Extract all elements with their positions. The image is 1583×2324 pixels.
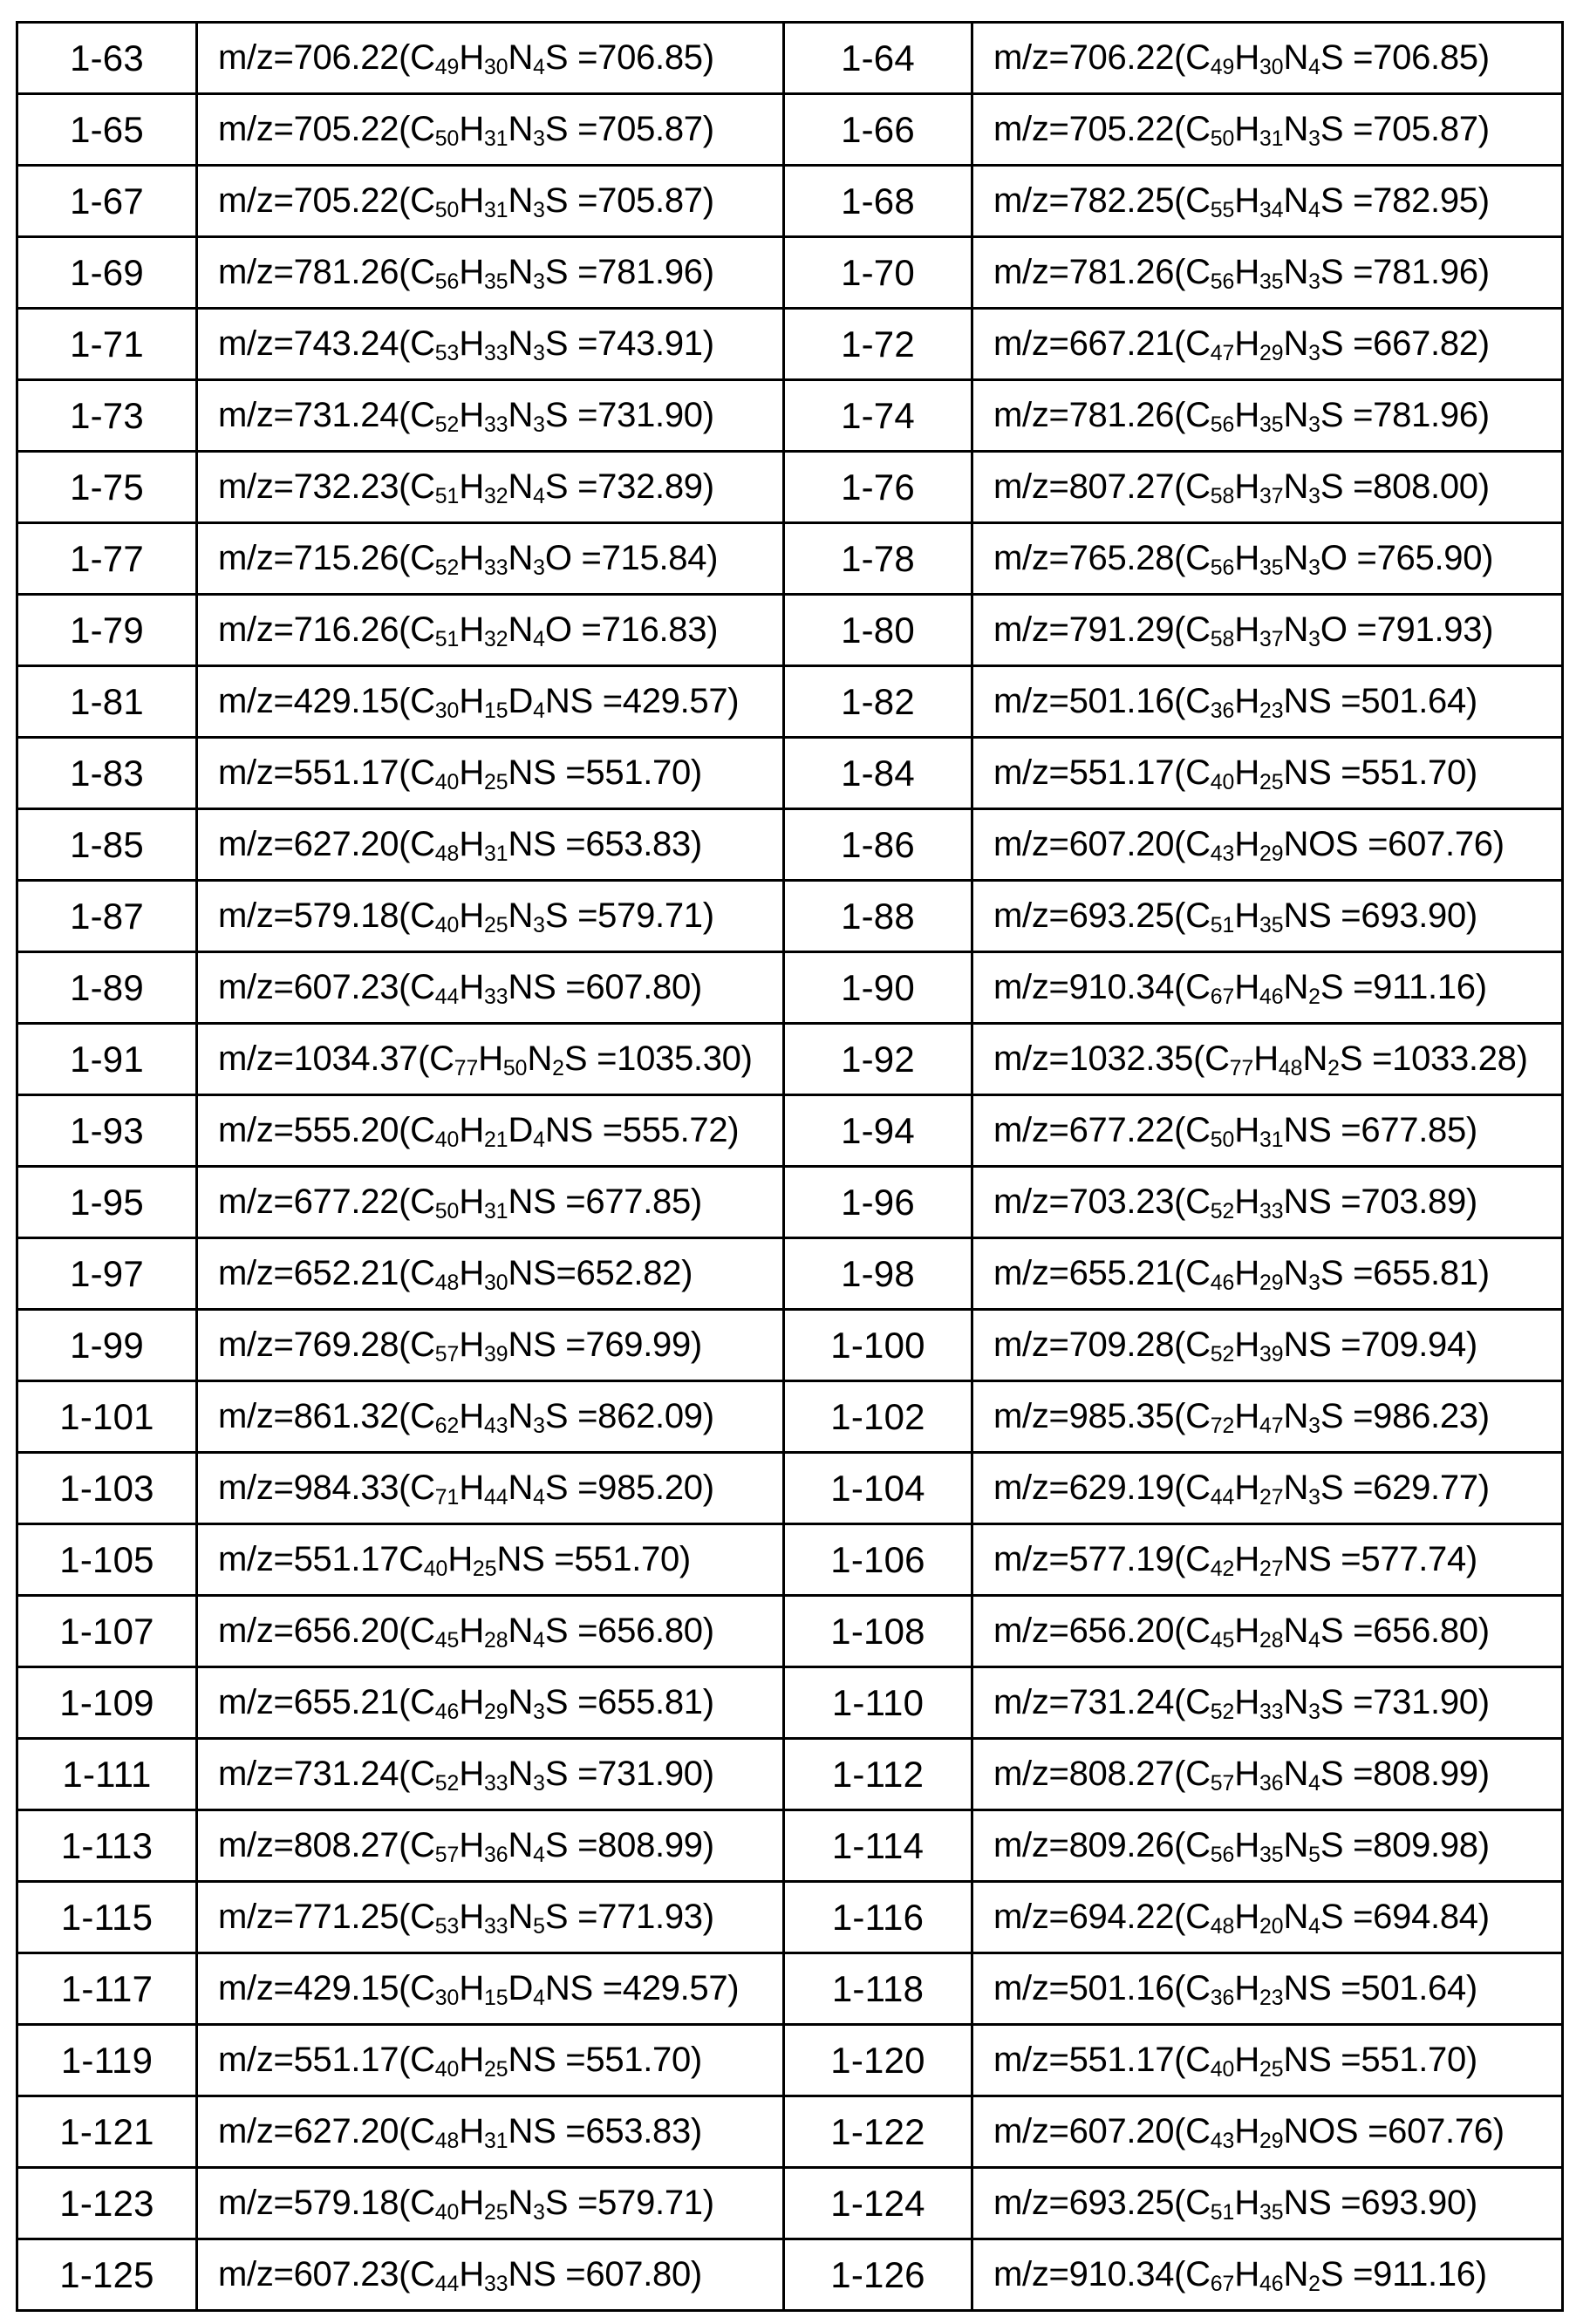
compound-id-cell: 1-110 xyxy=(784,1667,972,1739)
table-row xyxy=(17,2096,1563,2168)
compound-id-cell: 1-65 xyxy=(17,94,197,166)
mass-spec-cell: $m/z=809.26(C_{56}H_{35}N_5S =809.98)$ xyxy=(972,1810,1563,1882)
compound-id-cell: 1-83 xyxy=(17,738,197,809)
mass-spec-cell: $m/z=706.22(C_{49}H_{30}N_4S =706.85)$ xyxy=(197,23,784,94)
mass-spec-cell: $m/z=781.26(C_{56}H_{35}N_3S =781.96)$ xyxy=(197,237,784,309)
compound-id-cell: 1-95 xyxy=(17,1167,197,1238)
compound-id-cell: 1-92 xyxy=(784,1024,972,1095)
mass-spec-cell: $m/z=808.27(C_{57}H_{36}N_4S =808.99)$ xyxy=(972,1739,1563,1810)
mass-spec-cell: $m/z=551.17C_{40}H_{25}NS =551.70$) xyxy=(197,1524,784,1596)
table-row xyxy=(17,952,1563,1024)
mass-spec-cell: $m/z=577.19(C_{42}H_{27}NS =577.74)$ xyxy=(972,1524,1563,1596)
table-row xyxy=(17,1667,1563,1739)
compound-id-cell: 1-79 xyxy=(17,595,197,666)
compound-id-cell: 1-103 xyxy=(17,1453,197,1524)
mass-spec-cell: $m/z=627.20(C_{48}H_{31}NS =653.83)$ xyxy=(197,809,784,881)
table-row xyxy=(17,237,1563,309)
mass-spec-results-table xyxy=(16,21,1564,2312)
table-row xyxy=(17,1310,1563,1381)
mass-spec-cell: $m/z=607.23(C_{44}H_{33}NS =607.80)$ xyxy=(197,2239,784,2311)
mass-spec-cell: $m/z=910.34(C_{67}H_{46}N_2S =911.16)$ xyxy=(972,952,1563,1024)
compound-id-cell: 1-108 xyxy=(784,1596,972,1667)
mass-spec-cell: $m/z=791.29(C_{58}H_{37}N_3O =791.93)$ xyxy=(972,595,1563,666)
compound-id-cell: 1-84 xyxy=(784,738,972,809)
mass-spec-cell: $m/z=667.21(C_{47}H_{29}N_3S =667.82)$ xyxy=(972,309,1563,380)
mass-spec-cell: $m/z=551.17(C_{40}H_{25}NS =551.70)$ xyxy=(972,738,1563,809)
table-row xyxy=(17,1024,1563,1095)
mass-spec-cell: $m/z=716.26(C_{51}H_{32}N_4O =716.83)$ xyxy=(197,595,784,666)
compound-id-cell: 1-76 xyxy=(784,452,972,523)
table-row xyxy=(17,1453,1563,1524)
table-row xyxy=(17,1739,1563,1810)
mass-spec-cell: $m/z=985.35(C_{72}H_{47}N_3S =986.23)$ xyxy=(972,1381,1563,1453)
compound-id-cell: 1-100 xyxy=(784,1310,972,1381)
compound-id-cell: 1-102 xyxy=(784,1381,972,1453)
compound-id-cell: 1-116 xyxy=(784,1882,972,1953)
compound-id-cell: 1-123 xyxy=(17,2168,197,2239)
table-row xyxy=(17,1238,1563,1310)
compound-id-cell: 1-94 xyxy=(784,1095,972,1167)
compound-id-cell: 1-87 xyxy=(17,881,197,952)
compound-id-cell: 1-80 xyxy=(784,595,972,666)
mass-spec-cell: $m/z=656.20(C_{45}H_{28}N_4S =656.80)$ xyxy=(197,1596,784,1667)
mass-spec-cell: $m/z=705.22(C_{50}H_{31}N_3S =705.87)$ xyxy=(197,166,784,237)
mass-spec-cell: $m/z=607.20(C_{43}H_{29}NOS =607.76)$ xyxy=(972,809,1563,881)
compound-id-cell: 1-90 xyxy=(784,952,972,1024)
mass-spec-cell: $m/z=731.24(C_{52}H_{33}N_3S =731.90)$ xyxy=(197,380,784,452)
mass-spec-cell: $m/z=607.20(C_{43}H_{29}NOS =607.76)$ xyxy=(972,2096,1563,2168)
mass-spec-cell: $m/z=656.20(C_{45}H_{28}N_4S =656.80)$ xyxy=(972,1596,1563,1667)
compound-id-cell: 1-122 xyxy=(784,2096,972,2168)
compound-id-cell: 1-82 xyxy=(784,666,972,738)
mass-spec-cell: $m/z=807.27(C_{58}H_{37}N_3S =808.00)$ xyxy=(972,452,1563,523)
mass-spec-cell: $m/z=781.26(C_{56}H_{35}N_3S =781.96)$ xyxy=(972,237,1563,309)
compound-id-cell: 1-89 xyxy=(17,952,197,1024)
mass-spec-cell: $m/z=652.21(C_{48}H_{30}NS=652.82)$ xyxy=(197,1238,784,1310)
mass-spec-cell: $m/z=808.27(C_{57}H_{36}N_4S =808.99)$ xyxy=(197,1810,784,1882)
compound-id-cell: 1-81 xyxy=(17,666,197,738)
table-row xyxy=(17,523,1563,595)
mass-spec-cell: $m/z=655.21(C_{46}H_{29}N_3S =655.81)$ xyxy=(197,1667,784,1739)
compound-id-cell: 1-69 xyxy=(17,237,197,309)
table-row xyxy=(17,809,1563,881)
table-row xyxy=(17,1882,1563,1953)
compound-id-cell: 1-93 xyxy=(17,1095,197,1167)
mass-spec-cell: $m/z=1032.35(C_{77}H_{48}N_2S =1033.28)$ xyxy=(972,1024,1563,1095)
compound-id-cell: 1-124 xyxy=(784,2168,972,2239)
table-row xyxy=(17,738,1563,809)
compound-id-cell: 1-99 xyxy=(17,1310,197,1381)
compound-id-cell: 1-66 xyxy=(784,94,972,166)
compound-id-cell: 1-121 xyxy=(17,2096,197,2168)
mass-spec-cell: $m/z=706.22(C_{49}H_{30}N_4S =706.85)$ xyxy=(972,23,1563,94)
mass-spec-cell: $m/z=782.25(C_{55}H_{34}N_4S =782.95)$ xyxy=(972,166,1563,237)
compound-id-cell: 1-72 xyxy=(784,309,972,380)
mass-spec-cell: $m/z=703.23(C_{52}H_{33}NS =703.89)$ xyxy=(972,1167,1563,1238)
mass-spec-cell: $m/z=910.34(C_{67}H_{46}N_2S =911.16)$ xyxy=(972,2239,1563,2311)
mass-spec-cell: $m/z=732.23(C_{51}H_{32}N_4S =732.89)$ xyxy=(197,452,784,523)
compound-id-cell: 1-112 xyxy=(784,1739,972,1810)
mass-spec-cell: $m/z=655.21(C_{46}H_{29}N_3S =655.81)$ xyxy=(972,1238,1563,1310)
mass-spec-cell: $m/z=705.22(C_{50}H_{31}N_3S =705.87)$ xyxy=(972,94,1563,166)
compound-id-cell: 1-120 xyxy=(784,2025,972,2096)
compound-id-cell: 1-86 xyxy=(784,809,972,881)
compound-id-cell: 1-68 xyxy=(784,166,972,237)
mass-spec-cell: $m/z=771.25(C_{53}H_{33}N_5S =771.93)$ xyxy=(197,1882,784,1953)
compound-id-cell: 1-63 xyxy=(17,23,197,94)
compound-id-cell: 1-96 xyxy=(784,1167,972,1238)
mass-spec-cell: $m/z=579.18(C_{40}H_{25}N_3S =579.71)$ xyxy=(197,2168,784,2239)
compound-id-cell: 1-70 xyxy=(784,237,972,309)
table-row xyxy=(17,166,1563,237)
mass-spec-cell: $m/z=693.25(C_{51}H_{35}NS =693.90)$ xyxy=(972,2168,1563,2239)
table-row xyxy=(17,23,1563,94)
table-row xyxy=(17,94,1563,166)
mass-spec-cell: $m/z=607.23(C_{44}H_{33}NS =607.80)$ xyxy=(197,952,784,1024)
mass-spec-cell: $m/z=551.17(C_{40}H_{25}NS =551.70)$ xyxy=(197,738,784,809)
compound-id-cell: 1-77 xyxy=(17,523,197,595)
compound-id-cell: 1-75 xyxy=(17,452,197,523)
compound-id-cell: 1-109 xyxy=(17,1667,197,1739)
mass-spec-cell: $m/z=984.33(C_{71}H_{44}N_4S =985.20)$ xyxy=(197,1453,784,1524)
compound-id-cell: 1-98 xyxy=(784,1238,972,1310)
compound-id-cell: 1-104 xyxy=(784,1453,972,1524)
table-row xyxy=(17,380,1563,452)
compound-id-cell: 1-106 xyxy=(784,1524,972,1596)
compound-id-cell: 1-85 xyxy=(17,809,197,881)
table-row xyxy=(17,881,1563,952)
mass-spec-cell: $m/z=579.18(C_{40}H_{25}N_3S =579.71)$ xyxy=(197,881,784,952)
mass-spec-cell: $m/z=861.32(C_{62}H_{43}N_3S =862.09)$ xyxy=(197,1381,784,1453)
mass-spec-cell: $m/z=501.16(C_{36}H_{23}NS =501.64)$ xyxy=(972,1953,1563,2025)
compound-id-cell: 1-74 xyxy=(784,380,972,452)
compound-id-cell: 1-114 xyxy=(784,1810,972,1882)
compound-id-cell: 1-97 xyxy=(17,1238,197,1310)
compound-id-cell: 1-118 xyxy=(784,1953,972,2025)
mass-spec-cell: $m/z=693.25(C_{51}H_{35}NS =693.90)$ xyxy=(972,881,1563,952)
compound-id-cell: 1-107 xyxy=(17,1596,197,1667)
mass-spec-cell: $m/z=1034.37(C_{77}H_{50}N_2S =1035.30)$ xyxy=(197,1024,784,1095)
compound-id-cell: 1-78 xyxy=(784,523,972,595)
mass-spec-cell: $m/z=501.16(C_{36}H_{23}NS =501.64)$ xyxy=(972,666,1563,738)
mass-spec-cell: $m/z=769.28(C_{57}H_{39}NS =769.99)$ xyxy=(197,1310,784,1381)
compound-id-cell: 1-67 xyxy=(17,166,197,237)
mass-spec-cell: $m/z=677.22(C_{50}H_{31}NS =677.85)$ xyxy=(972,1095,1563,1167)
mass-spec-cell: $m/z=715.26(C_{52}H_{33}N_3O =715.84)$ xyxy=(197,523,784,595)
compound-id-cell: 1-117 xyxy=(17,1953,197,2025)
mass-spec-cell: $m/z=694.22(C_{48}H_{20}N_4S =694.84)$ xyxy=(972,1882,1563,1953)
compound-id-cell: 1-125 xyxy=(17,2239,197,2311)
compound-id-cell: 1-71 xyxy=(17,309,197,380)
compound-id-cell: 1-101 xyxy=(17,1381,197,1453)
mass-spec-cell: $m/z=627.20(C_{48}H_{31}NS =653.83)$ xyxy=(197,2096,784,2168)
table-row xyxy=(17,452,1563,523)
mass-spec-cell: $m/z=731.24(C_{52}H_{33}N_3S =731.90)$ xyxy=(197,1739,784,1810)
mass-spec-cell: $m/z=709.28(C_{52}H_{39}NS =709.94)$ xyxy=(972,1310,1563,1381)
compound-id-cell: 1-91 xyxy=(17,1024,197,1095)
mass-spec-cell: $m/z=677.22(C_{50}H_{31}NS =677.85)$ xyxy=(197,1167,784,1238)
mass-spec-cell: $m/z=743.24(C_{53}H_{33}N_3S =743.91)$ xyxy=(197,309,784,380)
table-row xyxy=(17,2025,1563,2096)
mass-spec-cell: $m/z=705.22(C_{50}H_{31}N_3S =705.87)$ xyxy=(197,94,784,166)
compound-id-cell: 1-88 xyxy=(784,881,972,952)
table-row xyxy=(17,2168,1563,2239)
table-row xyxy=(17,666,1563,738)
compound-id-cell: 1-119 xyxy=(17,2025,197,2096)
table-body xyxy=(17,23,1563,2311)
mass-spec-cell: $m/z=555.20(C_{40}H_{21}D_4NS =555.72)$ xyxy=(197,1095,784,1167)
table-row xyxy=(17,1810,1563,1882)
table-row xyxy=(17,1596,1563,1667)
mass-spec-cell: $m/z=429.15(C_{30}H_{15}D_4NS =429.57)$ xyxy=(197,666,784,738)
table-row xyxy=(17,1167,1563,1238)
table-row xyxy=(17,309,1563,380)
mass-spec-cell: $m/z=731.24(C_{52}H_{33}N_3S =731.90)$ xyxy=(972,1667,1563,1739)
compound-id-cell: 1-64 xyxy=(784,23,972,94)
compound-id-cell: 1-115 xyxy=(17,1882,197,1953)
mass-spec-cell: $m/z=429.15(C_{30}H_{15}D_4NS =429.57)$ xyxy=(197,1953,784,2025)
table-row xyxy=(17,1524,1563,1596)
mass-spec-cell: $m/z=551.17(C_{40}H_{25}NS =551.70)$ xyxy=(197,2025,784,2096)
compound-id-cell: 1-111 xyxy=(17,1739,197,1810)
compound-id-cell: 1-113 xyxy=(17,1810,197,1882)
table-row xyxy=(17,2239,1563,2311)
mass-spec-cell: $m/z=765.28(C_{56}H_{35}N_3O =765.90)$ xyxy=(972,523,1563,595)
mass-spec-cell: $m/z=629.19(C_{44}H_{27}N_3S =629.77)$ xyxy=(972,1453,1563,1524)
compound-id-cell: 1-73 xyxy=(17,380,197,452)
compound-id-cell: 1-126 xyxy=(784,2239,972,2311)
mass-spec-cell: $m/z=781.26(C_{56}H_{35}N_3S =781.96)$ xyxy=(972,380,1563,452)
table-row xyxy=(17,595,1563,666)
table-row xyxy=(17,1381,1563,1453)
mass-spec-cell: $m/z=551.17(C_{40}H_{25}NS =551.70)$ xyxy=(972,2025,1563,2096)
table-row xyxy=(17,1953,1563,2025)
compound-id-cell: 1-105 xyxy=(17,1524,197,1596)
table-row xyxy=(17,1095,1563,1167)
